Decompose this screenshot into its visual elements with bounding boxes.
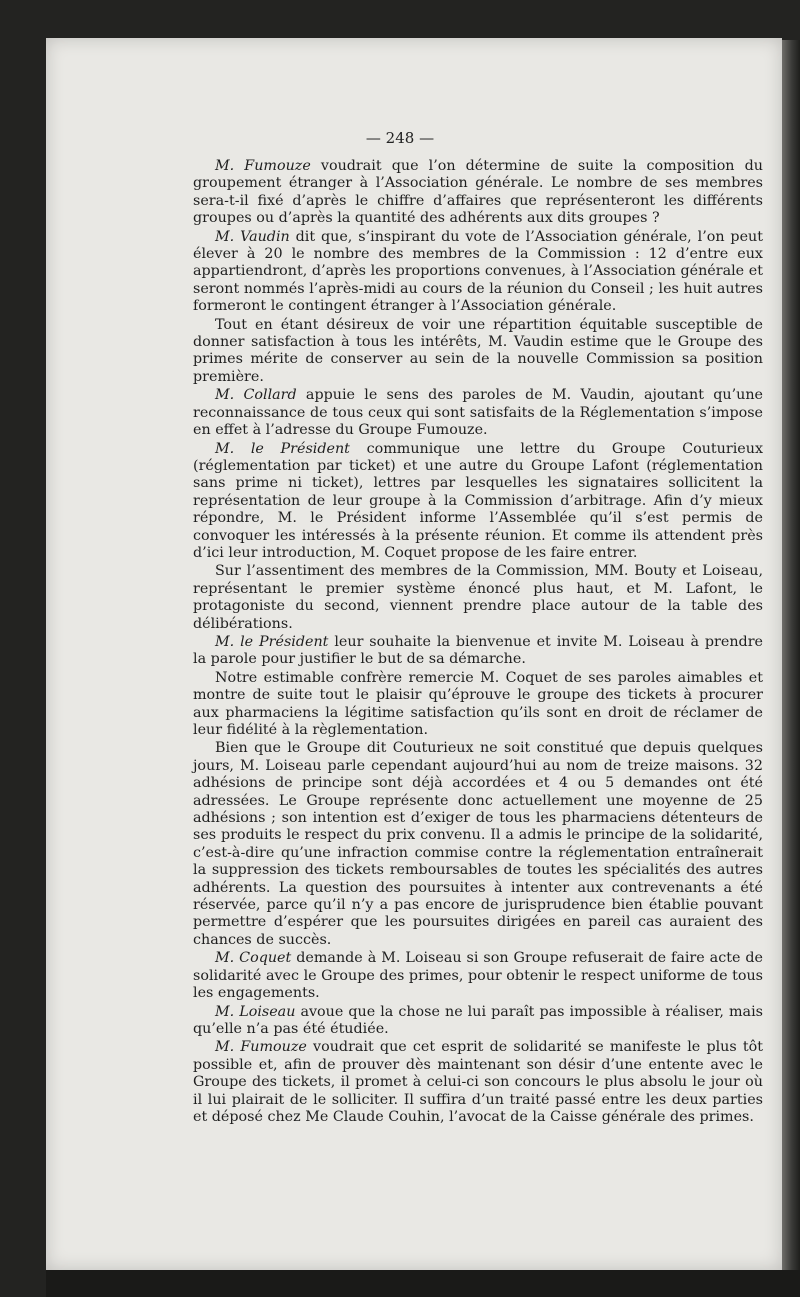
paragraph-text: avoue que la chose ne lui paraît pas impossible à réaliser, mais qu’elle n’a pas été étudiée.: [193, 1003, 763, 1037]
paragraph-text: Bien que le Groupe dit Couturieux ne soit constitué que depuis quelques jours, M. Loiseau parle cependant aujourd’hui au nom de treize maisons. 32 adhésions de principe sont déjà accordées et 4 ou 5 demandes ont été adressées. Le Groupe représente donc actuellement une moyenne de 25 adhésions ; son intention est d’exiger de tous les pharmaciens détenteurs de ses produits le respect du prix convenu. Il a admis le principe de la solidarité, c’est-à-dire qu’une infraction commise contre la réglementation entraînerait la suppression des tickets remboursables de toutes les spécialités des autres adhérents. La question des poursuites à intenter aux contrevenants a été réservée, parce qu’il n’y a pas encore de jurisprudence bien établie pouvant permettre d’espérer que les poursuites dirigées en pareil cas auraient des chances de succès.: [193, 740, 763, 948]
speaker-name: M. Collard: [215, 387, 297, 404]
paragraph-text: voudrait que l’on détermine de suite la composition du groupement étranger à l’Association générale. Le nombre de ses membres sera-t-il fixé d’après le chiffre d’affaires que représenteront les différents groupes ou d’après la quantité des adhérents aux dits groupes ?: [193, 158, 763, 227]
paragraph: [193, 1004, 763, 1039]
body-text: [193, 158, 763, 1126]
bottom-shadow: [46, 1270, 800, 1297]
speaker-name: M. Coquet: [215, 950, 292, 967]
speaker-name: M. Vaudin: [215, 228, 290, 245]
paragraph: [193, 229, 763, 316]
paragraph: [193, 387, 763, 439]
speaker-name: M. Fumouze: [215, 158, 311, 174]
speaker-name: M. Loiseau: [215, 1003, 296, 1020]
page-number: — 248 —: [365, 129, 435, 147]
paragraph-text: voudrait que cet esprit de solidarité se manifeste le plus tôt possible et, afin de prouver dès maintenant son désir d’une entente avec le Groupe des tickets, il promet à celui-ci son concours le plus absolu le jour où il lui plairait de le solliciter. Il suffira d’un traité passé entre les deux parties et déposé chez Me Claude Couhin, l’avocat de la Caisse générale des primes.: [193, 1039, 763, 1125]
paragraph: [193, 950, 763, 1002]
paragraph: [193, 317, 763, 387]
paragraph-text: demande à M. Loiseau si son Groupe refuserait de faire acte de solidarité avec le Groupe des primes, pour obtenir le respect uniforme de tous les engagements.: [193, 950, 764, 1002]
paragraph: [193, 634, 763, 669]
paragraph-text: appuie le sens des paroles de M. Vaudin, ajoutant qu’une reconnaissance de tous ceux qui sont satisfaits de la Réglementation s’impose en effet à l’adresse du Groupe Fumouze.: [193, 387, 763, 439]
paragraph-text: Sur l’assentiment des membres de la Commission, MM. Bouty et Loiseau, représentant le premier système énoncé plus haut, et M. Lafont, le protagoniste du second, viennent prendre place autour de la table des délibérations.: [193, 563, 763, 632]
paragraph: [193, 740, 763, 949]
paragraph-text: Notre estimable confrère remercie M. Coquet de ses paroles aimables et montre de suite tout le plaisir qu’éprouve le groupe des tickets à procurer aux pharmaciens la légitime satisfaction qu’ils sont en droit de réclamer de leur fidélité à la règlementation.: [193, 669, 763, 738]
paragraph-text: leur souhaite la bienvenue et invite M. Loiseau à prendre la parole pour justifier le but de sa démarche.: [193, 633, 763, 668]
paragraph-text: communique une lettre du Groupe Couturieux (réglementation par ticket) et une autre du Groupe Lafont (réglementation sans prime ni ticket), lettres par lesquelles les signataires sollicitent la représentation de leur groupe à la Commission d’arbitrage. Afin d’y mieux répondre, M. le Président informe l’Assemblée qu’il s’est permis de convoquer les intéressés à la présente réunion. Et comme ils attendent près d’ici leur introduction, M. Coquet propose de les faire entrer.: [193, 440, 764, 561]
paragraph-text: Tout en étant désireux de voir une répartition équitable susceptible de donner satisfaction à tous les intérêts, M. Vaudin estime que le Groupe des primes mérite de conserver au sein de la nouvelle Commission sa position première.: [193, 316, 763, 385]
paragraph: [193, 563, 763, 633]
paragraph: [193, 670, 763, 740]
paragraph: [193, 441, 763, 563]
speaker-name: M. le Président: [215, 633, 329, 650]
speaker-name: M. Fumouze: [215, 1039, 307, 1056]
speaker-name: M. le Président: [215, 440, 350, 457]
page-edge: [782, 40, 800, 1270]
paragraph: [193, 1039, 763, 1126]
paragraph-text: dit que, s’inspirant du vote de l’Association générale, l’on peut élever à 20 le nombre des membres de la Commission : 12 d’entre eux appartiendront, d’après les proportions convenues, à l’Association générale et seront nommés l’après-midi au cours de la réunion du Conseil ; les huit autres formeront le contingent étranger à l’Association générale.: [193, 228, 763, 315]
paragraph: [193, 158, 763, 228]
